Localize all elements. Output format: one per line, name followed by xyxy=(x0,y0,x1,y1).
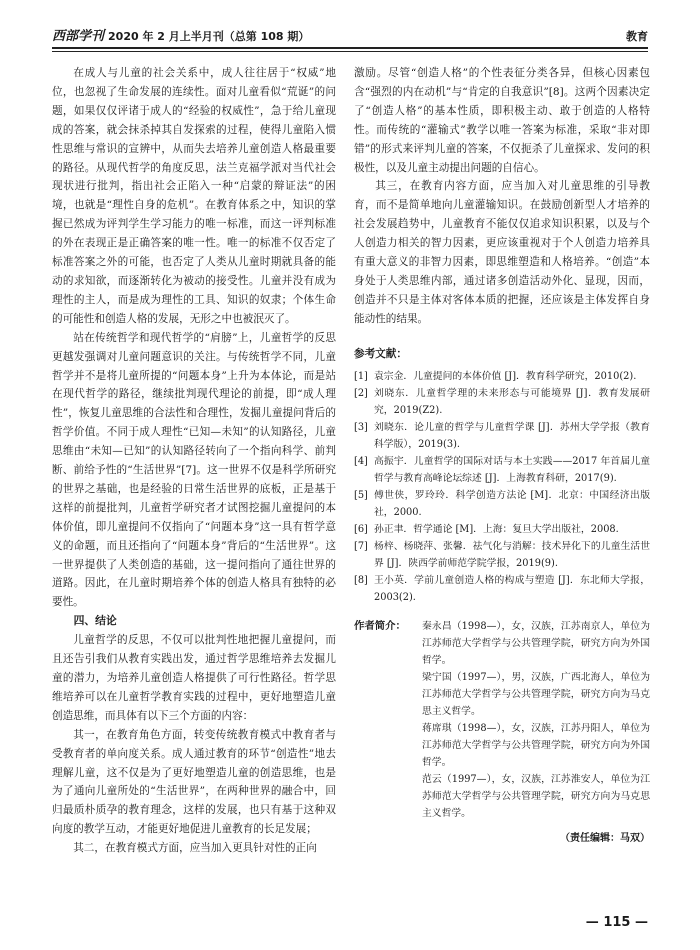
author-entry: 蒋席琪（1998—），女，汉族，江苏丹阳人，单位为江苏师范大学哲学与公共管理学院，研究方向为外国哲学。 xyxy=(422,722,650,768)
page-number: — 115 — xyxy=(585,915,648,930)
reference-item: [8] 王小英．学前儿童创造人格的构成与塑造 [J]．东北师大学报，2003(2). xyxy=(354,574,650,603)
section-heading: 四、结论 xyxy=(73,614,117,628)
author-entry: 范云（1997—），女，汉族，江苏淮安人，单位为江苏师范大学哲学与公共管理学院，研究方向为马克思主义哲学。 xyxy=(422,773,650,819)
reference-item: [3] 刘晓东．论儿童的哲学与儿童哲学课 [J]．苏州大学学报（教育科学版），2019(3). xyxy=(354,421,650,450)
reference-item: [2] 刘晓东．儿童哲学理的未来形态与可能境界 [J]．教育发展研究，2019(Z2). xyxy=(354,387,650,416)
references-title: 参考文献： xyxy=(354,347,407,360)
running-header xyxy=(52,22,648,44)
right-column xyxy=(354,64,650,849)
left-column xyxy=(52,64,336,858)
author-label: 作者简介： xyxy=(354,619,406,632)
paragraph: 在成人与儿童的社会关系中，成人往往居于“权威”地位，也忽视了生命发展的连续性。面对儿童看似“荒诞”的问题，如果仅仅评诸于成人的“经验的权威性”，急于给儿童现成的答案，就会抹杀掉其自发探索的过程，使得儿童陷入惯性思维与常识的宣辨中，从而失去培养儿童创造人格最重要的路径。从现代哲学的角度反思，法兰克福学派对当代社会现状进行批判，指出社会正陷入一种“启蒙的辩证法”的困境，也就是“理性自身的危机”。在教育体系之中，知识的掌握已然成为评判学生学习能力的唯一标准，而这一评判标准的外在表现正是正确答案的唯一性。唯一的标准不仅否定了标准答案之外的可能，也否定了人类从儿童时期就具备的能动的求知欲，而逐渐转化为被动的接受性。儿童并没有成为理性的主人，而是成为理性的工具、知识的奴隶；个体生命的可能性和创造人格的发展，无形之中也被泯灭了。 xyxy=(52,67,336,325)
reference-item: [5] 傅世侠，罗玲玲．科学创造方法论 [M]．北京：中国经济出版社，2000. xyxy=(354,489,650,518)
paragraph: 站在传统哲学和现代哲学的“肩膀”上，儿童哲学的反思更越发强调对儿童问题意识的关注。与传统哲学不同，儿童哲学并不是将儿童所提的“问题本身”上升为本体论，而是站在现代哲学的路径，继续批判现代理论的前提，即“成人理性”，恢复儿童思维的合法性和合理性，发掘儿童提问背后的哲学价值。不同于成人理性“已知—未知”的认知路径，儿童思维由“未知—已知”的认知路径转向了一个指向科学、前判断、前给予性的“生活世界”[7]。这一世界不仅是科学所研究的世界之基础，也是经验的日常生活世界的底板，正是基于这样的前提批判，儿童哲学研究者才试图挖掘儿童提问的本体价值，即儿童提问不仅指向了“问题本身”这一具有哲学意义的命题，而且还指向了“问题本身”背后的“生活世界”。这一世界提供了人类创造的基础，这一提问指向了通往世界的道路。因此，在儿童时期培养个体的创造人格具有独特的必要性。 xyxy=(52,331,336,609)
paragraph: 儿童哲学的反思，不仅可以批判性地把握儿童提问，而且还告引我们从教育实践出发，通过哲学思维培养去发掘儿童的潜力，为培养儿童创造人格提供了可行性路径。哲学思维培养可以在儿童哲学教育实践的过程中，更好地塑造儿童创造思维，而具体有以下三个方面的内容： xyxy=(52,634,336,722)
journal-info xyxy=(52,25,309,44)
author-entry: 秦永昌（1998—），女，汉族，江苏南京人，单位为江苏师范大学哲学与公共管理学院，研究方向为外国哲学。 xyxy=(422,620,650,666)
reference-item: [6] 孙正聿．哲学通论 [M]．上海：复旦大学出版社，2008. xyxy=(354,523,619,535)
paragraph: 其一，在教育角色方面，转变传统教育模式中教育者与受教育者的单向度关系。成人通过教育的环节“创造性”地去理解儿童，这不仅是为了更好地塑造儿童的创造思维，也是为了通向儿童所处的“生活世界”，在两种世界的融合中，回归最质朴质孕的教育理念，这样的发展，也只有基于这种双向度的教学互动，才能更好地促进儿童教育的长足发展； xyxy=(52,728,336,836)
header-rule xyxy=(52,47,648,49)
references-list xyxy=(354,368,650,606)
author-list xyxy=(422,618,650,822)
reference-item: [1] 袁宗金．儿童提问的本体价值 [J]．教育科学研究，2010(2). xyxy=(354,370,637,382)
paragraph: 其二，在教育模式方面，应当加入更具针对性的正向 xyxy=(73,842,317,855)
header-rule-thin xyxy=(52,51,648,52)
reference-item: [7] 杨梓、杨晓萍、张馨．祛气化与消解：技术异化下的儿童生活世界 [J]．陕西学前师范学院学报，2019(9). xyxy=(354,540,650,569)
author-bio xyxy=(354,618,650,822)
journal-brand: 西部学刊 xyxy=(52,29,105,44)
paragraph: 其三，在教育内容方面，应当加入对儿童思维的引导教育，而不是简单地向儿童灌输知识。在鼓励创新型人才培养的社会发展趋势中，儿童教育不能仅仅追求知识积累，以及与个人创造力相关的智力因素，更应该重视对于个人创造力培养具有重大意义的非智力因素，即思维塑造和人格培养。“创造”本身处于人类思维内部，通过诸多创造活动外化、显现，因而，创造并不只是主体对客体本质的把握，还应该是主体发挥自身能动性的结果。 xyxy=(354,180,650,325)
paragraph: 激励。尽管“创造人格”的个性表征分类各异，但核心因素包含“强烈的内在动机”与“肯定的自我意识”[8]。这两个因素决定了“创造人格”的基本性质，即积极主动、敢于创造的人格特性。而传统的“灌输式”教学以唯一答案为标准，采取“非对即错”的形式来评判儿童的答案，不仅扼杀了儿童探求、发问的积极性，以及儿童主动提出问题的自信心。 xyxy=(354,67,650,174)
section-label: 教育 xyxy=(626,30,648,43)
responsible-editor: （责任编辑：马双） xyxy=(560,832,650,844)
reference-item: [4] 高振宇．儿童哲学的国际对话与本土实践——2017 年首届儿童哲学与教育高峰论坛综述 [J]．上海教育科研，2017(9). xyxy=(354,455,650,484)
author-entry: 梁宁国（1997—），男，汉族，广西北海人，单位为江苏师范大学哲学与公共管理学院，研究方向为马克思主义哲学。 xyxy=(422,671,650,717)
journal-issue: 2020 年 2 月上半月刊（总第 108 期） xyxy=(108,30,310,43)
